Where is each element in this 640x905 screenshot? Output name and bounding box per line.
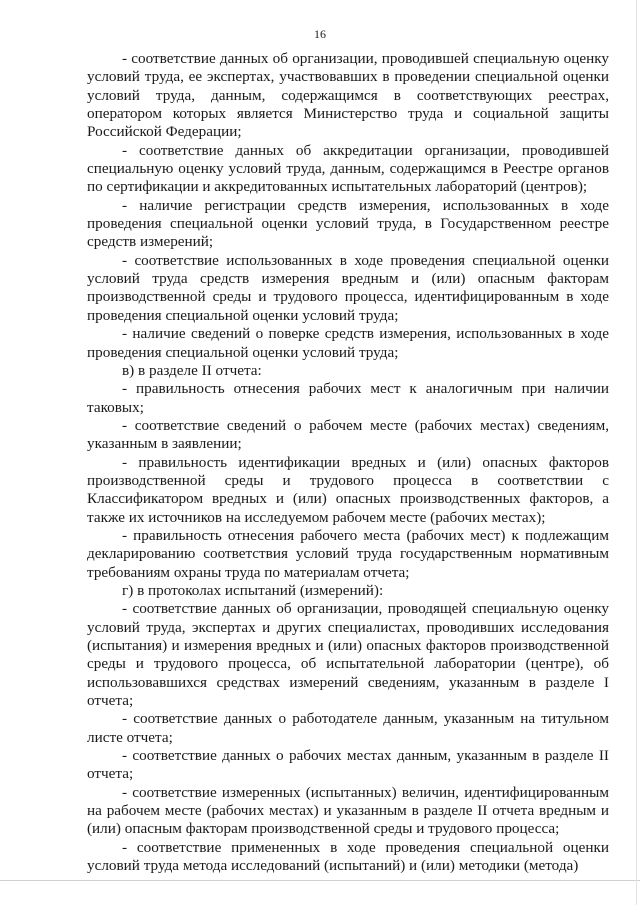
paragraph: - соответствие измеренных (испытанных) величин, идентифицированным на рабочем месте (рабочих местах) и указанным в разделе II отчета вредным и (или) опасным факторам производственной среды и трудового процесса; [87, 783, 609, 838]
paragraph: - соответствие примененных в ходе проведения специальной оценки условий труда метода исследований (испытаний) и (или) методики (метода) [87, 838, 609, 875]
section-heading: в) в разделе II отчета: [122, 361, 262, 379]
paragraph: - соответствие использованных в ходе проведения специальной оценки условий труда средств измерения вредным и (или) опасным факторам производственной среды и трудового процесса, идентифицированным в ходе проведения специальной оценки условий труда; [87, 251, 609, 324]
paragraph: - правильность отнесения рабочих мест к аналогичным при наличии таковых; [87, 380, 609, 416]
section-heading: г) в протоколах испытаний (измерений): [122, 581, 384, 599]
paragraph: - наличие регистрации средств измерения, использованных в ходе проведения специальной оценки условий труда, в Государственном реестре средств измерений; [87, 196, 609, 251]
page-number: 16 [314, 27, 326, 41]
paragraph: - соответствие данных об организации, проводившей специальную оценку условий труда, ее экспертах, участвовавших в проведении специальной оценки условий труда, данным, содержащимся в соответствующих реестрах, оператором которых является Министерство труда и социальной защиты Российской Федерации; [87, 50, 609, 141]
paragraph: - соответствие данных об аккредитации организации, проводившей специальную оценку условий труда, данным, содержащимся в Реестре органов по сертификации и аккредитованных испытательных лабораторий (центров); [87, 141, 609, 196]
document-body [87, 50, 609, 875]
paragraph: - правильность отнесения рабочего места (рабочих мест) к подлежащим декларированию соответствия условий труда государственным нормативным требованиям охраны труда по материалам отчета; [87, 526, 609, 581]
scan-bottom-edge [0, 880, 640, 881]
scan-right-edge [636, 0, 637, 905]
paragraph: - соответствие данных об организации, проводящей специальную оценку условий труда, экспертах и других специалистах, проводивших исследования (испытания) и измерения вредных и (или) опасных факторов производственной среды и трудового процесса, об испытательной лаборатории (центре), об использовавшихся средствах измерений сведениям, указанным в разделе I отчета; [87, 600, 609, 710]
paragraph: - соответствие сведений о рабочем месте (рабочих местах) сведениям, указанным в заявлении; [87, 416, 609, 453]
paragraph: - наличие сведений о поверке средств измерения, использованных в ходе проведения специальной оценки условий труда; [87, 325, 609, 361]
paragraph: - правильность идентификации вредных и (или) опасных факторов производственной среды и трудового процесса в соответствии с Классификатором вредных и (или) опасных производственных факторов, а также их источников на исследуемом рабочем месте (рабочих местах); [87, 453, 609, 526]
paragraph: - соответствие данных о работодателе данным, указанным на титульном листе отчета; [87, 710, 609, 746]
paragraph: - соответствие данных о рабочих местах данным, указанным в разделе II отчета; [87, 747, 609, 783]
